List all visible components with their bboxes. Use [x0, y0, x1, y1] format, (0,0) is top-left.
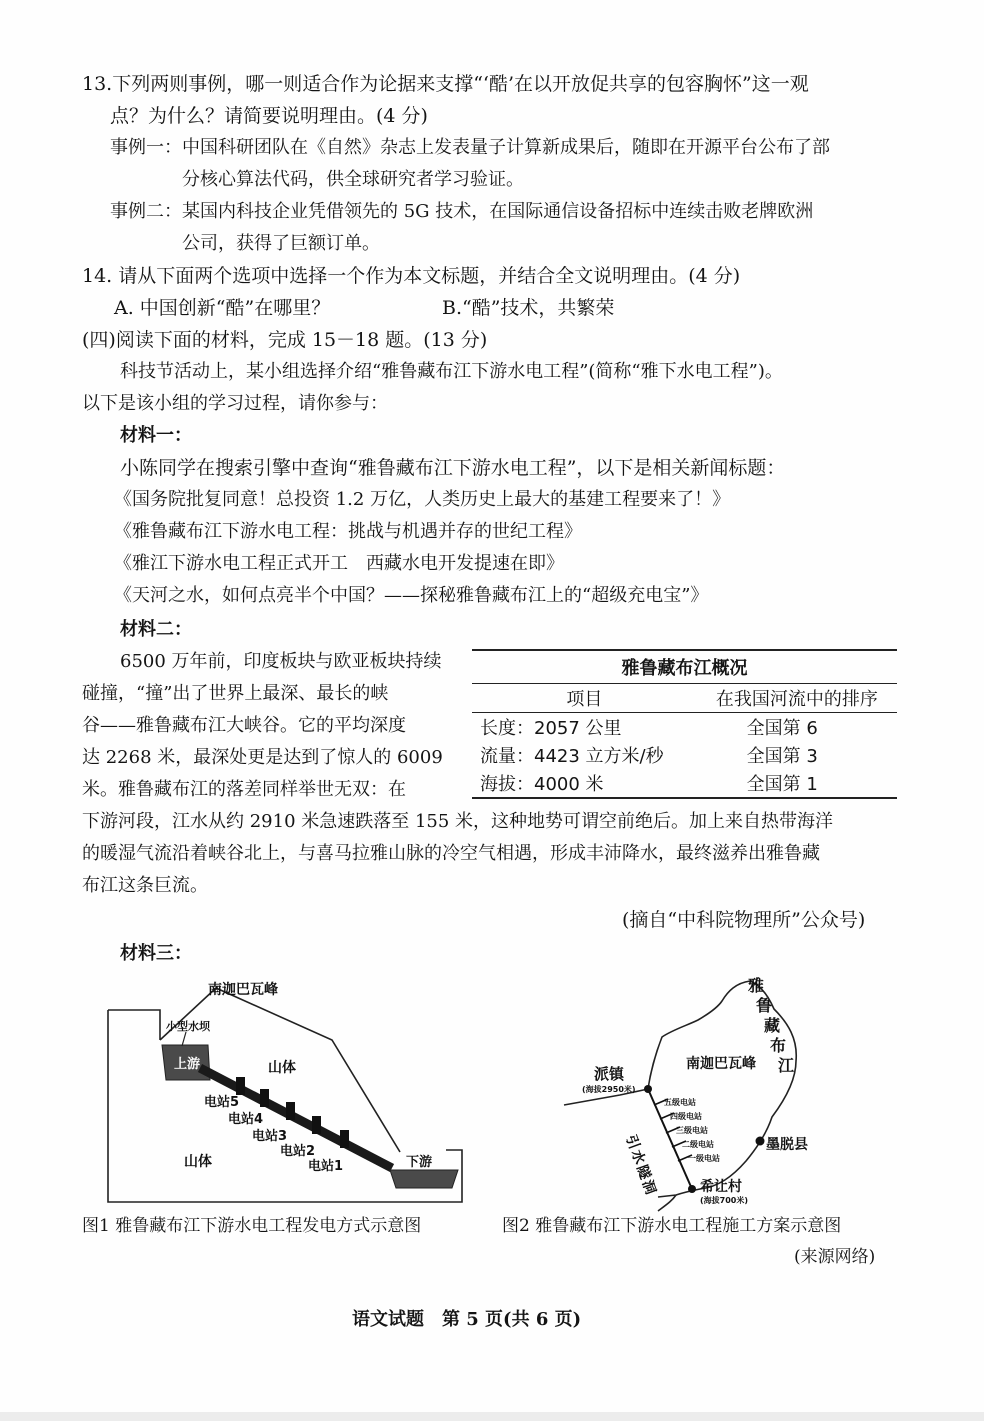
fig2-station-label: 五级电站 — [664, 1098, 696, 1107]
fig1-mountain-label: 山体 — [268, 1060, 296, 1076]
fig2-station-label: 四级电站 — [670, 1112, 702, 1121]
material2-text-line: 下游河段，江水从约 2910 米急速跌落至 155 米，这种地势可谓空前绝后。加上来自热带海洋 — [82, 811, 834, 832]
q13-case1-line1: 事例一：中国科研团队在《自然》杂志上发表量子计算新成果后，随即在开源平台公布了部 — [110, 137, 830, 158]
scan-edge — [0, 1412, 984, 1421]
figure1-diagram — [100, 970, 480, 1215]
material1-headline: 《国务院批复同意！总投资 1.2 万亿，人类历史上最大的基建工程要来了！》 — [114, 489, 731, 510]
fig2-station-label: 三级电站 — [676, 1126, 708, 1135]
fig1-station-label: 电站4 — [228, 1112, 264, 1127]
fig2-town-altitude: (海拔2950米) — [582, 1085, 636, 1094]
q13-case1-line2: 分核心算法代码，供全球研究者学习验证。 — [182, 169, 524, 190]
material3-label: 材料三： — [120, 943, 192, 964]
fig1-station-label: 电站2 — [280, 1144, 316, 1159]
material2-text-line: 米。雅鲁藏布江的落差同样举世无双：在 — [82, 779, 406, 800]
river-overview-table — [472, 649, 897, 799]
table-cell: 全国第 6 — [746, 718, 818, 739]
county-dot — [756, 1137, 765, 1146]
table-cell: 流量：4423 立方米/秒 — [480, 746, 664, 767]
table-caption: 雅鲁藏布江概况 — [472, 650, 897, 684]
q14-line1: 14. 请从下面两个选项中选择一个作为本文标题，并结合全文说明理由。(4 分) — [82, 265, 741, 287]
q13-line1: 13.下列两则事例，哪一则适合作为论据来支撑“‘酷’在以开放促共享的包容胸怀”这一观 — [82, 73, 809, 95]
town-dot — [644, 1085, 652, 1093]
fig1-dam-label: 小型水坝 — [166, 1020, 210, 1033]
section4-intro-line2: 以下是该小组的学习过程，请你参与： — [82, 393, 388, 414]
station-block — [286, 1102, 295, 1120]
fig2-tunnel-label: 引 — [622, 1132, 643, 1152]
fig1-peak-label: 南迦巴瓦峰 — [208, 982, 278, 998]
material1-label: 材料一： — [120, 425, 192, 446]
fig2-tunnel-label: 水 — [627, 1147, 648, 1167]
fig1-station-label: 电站5 — [204, 1095, 240, 1110]
fig2-county-label: 墨脱县 — [766, 1137, 808, 1153]
fig1-downstream-label: 下游 — [406, 1155, 433, 1170]
fig2-river-label: 布 — [770, 1036, 787, 1055]
village-dot — [688, 1185, 696, 1193]
downstream-water — [390, 1170, 458, 1188]
material1-headline: 《雅江下游水电工程正式开工 西藏水电开发提速在即》 — [114, 553, 564, 574]
figure1-caption: 图1 雅鲁藏布江下游水电工程发电方式示意图 — [82, 1216, 422, 1236]
material2-source: (摘自“中科院物理所”公众号) — [622, 909, 866, 931]
station-block — [340, 1130, 349, 1148]
fig2-river-label: 鲁 — [756, 996, 773, 1015]
page-footer: 语文试题 第 5 页(共 6 页) — [352, 1309, 582, 1330]
figure2-map — [560, 965, 840, 1215]
table-header: 项目 — [472, 684, 697, 713]
fig2-station-label: 二级电站 — [682, 1140, 714, 1149]
fig1-mountain-label: 山体 — [184, 1154, 212, 1170]
table-row — [472, 769, 897, 798]
table-cell: 全国第 3 — [746, 746, 818, 767]
table-cell: 长度：2057 公里 — [480, 718, 622, 739]
q13-line2: 点？为什么？请简要说明理由。(4 分) — [110, 105, 428, 127]
fig2-village-label: 希让村 — [700, 1179, 742, 1195]
material2-text-line: 6500 万年前，印度板块与欧亚板块持续 — [120, 651, 442, 672]
material2-text-line: 碰撞，“撞”出了世界上最深、最长的峡 — [82, 683, 389, 704]
table-row — [472, 741, 897, 769]
station-block — [236, 1077, 245, 1095]
fig2-river-label: 雅 — [748, 976, 765, 995]
fig2-tunnel-label: 洞 — [638, 1178, 659, 1197]
q14-option-a: A. 中国创新“酷”在哪里？ — [114, 297, 331, 319]
material2-text-line: 布江这条巨流。 — [82, 875, 208, 896]
section4-intro-line1: 科技节活动上，某小组选择介绍“雅鲁藏布江下游水电工程”(简称“雅下水电工程”)。 — [120, 361, 783, 382]
q13-case2-line2: 公司，获得了巨额订单。 — [182, 233, 380, 254]
material2-text-line: 达 2268 米，最深处更是达到了惊人的 6009 — [82, 747, 443, 768]
fig2-peak-label: 南迦巴瓦峰 — [686, 1056, 756, 1072]
station-block — [312, 1116, 321, 1134]
fig2-river-label: 江 — [778, 1056, 795, 1075]
fig2-station-label: 一级电站 — [688, 1154, 720, 1163]
section4-heading: (四)阅读下面的材料，完成 15－18 题。(13 分) — [82, 329, 488, 351]
material1-headline: 《天河之水，如何点亮半个中国？——探秘雅鲁藏布江上的“超级充电宝”》 — [114, 585, 709, 606]
fig2-town-label: 派镇 — [594, 1065, 625, 1083]
station-block — [260, 1089, 269, 1107]
dam-arrow — [182, 1032, 186, 1046]
fig1-station-label: 电站3 — [252, 1129, 288, 1144]
q13-case2-line1: 事例二：某国内科技企业凭借领先的 5G 技术，在国际通信设备招标中连续击败老牌欧洲 — [110, 201, 814, 222]
material1-headline: 《雅鲁藏布江下游水电工程：挑战与机遇并存的世纪工程》 — [114, 521, 582, 542]
table-row — [472, 713, 897, 742]
table-cell: 海拔：4000 米 — [472, 769, 697, 798]
fig2-tunnel-label: 隧 — [633, 1162, 654, 1182]
material2-label: 材料二： — [120, 619, 192, 640]
fig2-river-label: 藏 — [764, 1016, 781, 1035]
figure-source: (来源网络) — [794, 1247, 876, 1267]
table-cell: 全国第 1 — [697, 769, 897, 798]
material2-text-line: 的暖湿气流沿着峡谷北上，与喜马拉雅山脉的冷空气相遇，形成丰沛降水，最终滋养出雅鲁藏 — [82, 843, 820, 864]
figure2-caption: 图2 雅鲁藏布江下游水电工程施工方案示意图 — [502, 1216, 842, 1236]
material1-intro: 小陈同学在搜索引擎中查询“雅鲁藏布江下游水电工程”，以下是相关新闻标题： — [120, 457, 786, 479]
fig2-village-altitude: (海拔700米) — [700, 1196, 749, 1205]
q14-option-b: B.“酷”技术，共繁荣 — [442, 297, 615, 319]
fig1-station-label: 电站1 — [308, 1159, 344, 1174]
material2-text-line: 谷——雅鲁藏布江大峡谷。它的平均深度 — [82, 715, 406, 736]
fig1-upstream-label: 上游 — [174, 1057, 201, 1072]
table-header: 在我国河流中的排序 — [697, 684, 897, 713]
